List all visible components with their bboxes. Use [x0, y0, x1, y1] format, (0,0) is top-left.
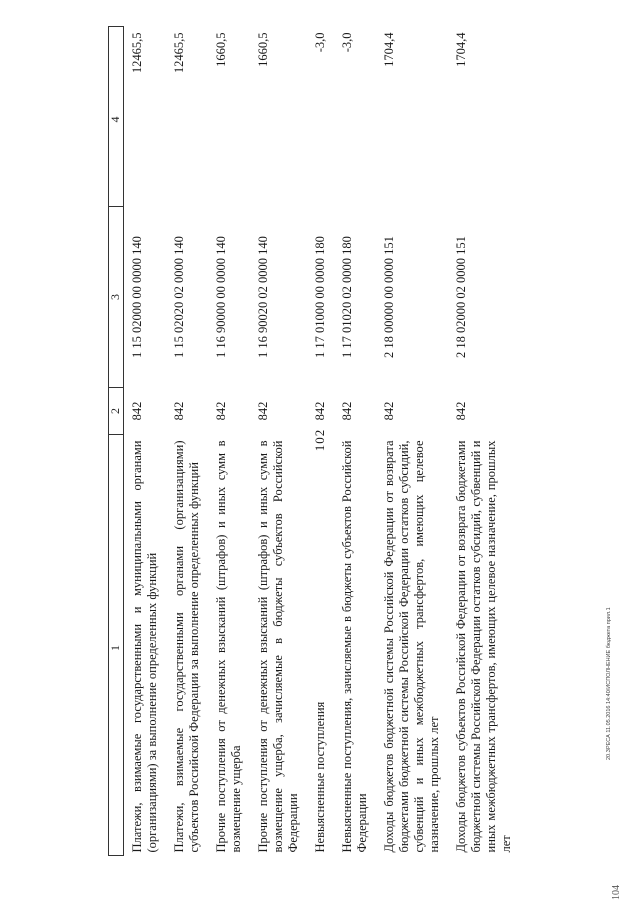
row-amount: -3,0 [340, 32, 354, 53]
row-admin-code: 842 [130, 401, 144, 421]
header-col-3: 3 [109, 207, 124, 388]
row-budget-code: 1 16 90020 02 0000 140 [256, 236, 270, 358]
row-amount: 12465,5 [130, 32, 144, 74]
document-footer-note: 20.ЗРЕСА 11.05.2016 14:40/ИСПОЛНЕНИЕ бюджета прил.1 [606, 607, 612, 760]
row-name: Доходы бюджетов субъектов Российской Федерации от возврата бюджетами бюджетной системы Российской Федерации остатков субсидий, субвенций и иных межбюджетных трансфертов, имеющих целевое назначение, прошлых лет [454, 440, 513, 853]
header-col-1: 1 [109, 435, 124, 856]
row-budget-code: 1 16 90000 00 0000 140 [214, 236, 228, 358]
table-row [124, 27, 167, 856]
table-row [307, 27, 334, 856]
row-admin-code: 842 [454, 401, 468, 421]
row-name: Невыясненные поступления, зачисляемые в бюджеты субъектов Российской Федерации [340, 440, 369, 853]
row-name: Платежи, взимаемые государственными органами (организациями) субъектов Российской Федерации за выполнение определенных функций [172, 440, 201, 853]
row-admin-code: 842 [313, 401, 327, 421]
row-admin-code: 842 [214, 401, 228, 421]
row-budget-code: 1 17 01000 00 0000 180 [313, 236, 327, 358]
row-name: Прочие поступления от денежных взысканий (штрафов) и иных сумм в возмещение ущерба [214, 440, 243, 853]
row-budget-code: 1 15 02020 02 0000 140 [172, 236, 186, 358]
row-name: Платежи, взимаемые государственными и муниципальными органами (организациями) за выполнение определенных функций [130, 440, 159, 853]
header-col-4: 4 [109, 27, 124, 207]
header-col-2: 2 [109, 388, 124, 435]
row-budget-code: 2 18 02000 02 0000 151 [454, 236, 468, 358]
table-header-row [109, 27, 124, 856]
page-number: 102 [312, 428, 327, 452]
row-name: Доходы бюджетов бюджетной системы Российской Федерации от возврата бюджетами бюджетной системы Российской Федерации остатков субсидий, субвенций и иных межбюджетных трансфертов, имеющих целевое назначение, прошлых лет [382, 440, 441, 853]
table-row [166, 27, 208, 856]
row-amount: -3,0 [313, 32, 327, 53]
row-admin-code: 842 [340, 401, 354, 421]
row-budget-code: 1 15 02000 00 0000 140 [130, 236, 144, 358]
table-row [334, 27, 376, 856]
budget-revenue-table [108, 26, 520, 856]
row-budget-code: 2 18 00000 00 0000 151 [382, 236, 396, 358]
row-admin-code: 842 [172, 401, 186, 421]
row-amount: 1660,5 [256, 32, 270, 67]
row-amount: 12465,5 [172, 32, 186, 74]
table-row [250, 27, 307, 856]
row-admin-code: 842 [382, 401, 396, 421]
row-amount: 1704,4 [454, 32, 468, 67]
row-name: Прочие поступления от денежных взысканий (штрафов) и иных сумм в возмещение ущерба, зачисляемые в бюджеты субъектов Российской Федерации [256, 440, 300, 853]
row-name: Невыясненные поступления [313, 701, 327, 853]
table-row [448, 27, 520, 856]
rotated-table-container [108, 32, 615, 856]
scan-page-tag: 104 [611, 885, 622, 900]
table-row [208, 27, 250, 856]
row-amount: 1704,4 [382, 32, 396, 67]
row-admin-code: 842 [256, 401, 270, 421]
table-row [376, 27, 448, 856]
row-amount: 1660,5 [214, 32, 228, 67]
row-budget-code: 1 17 01020 02 0000 180 [340, 236, 354, 358]
